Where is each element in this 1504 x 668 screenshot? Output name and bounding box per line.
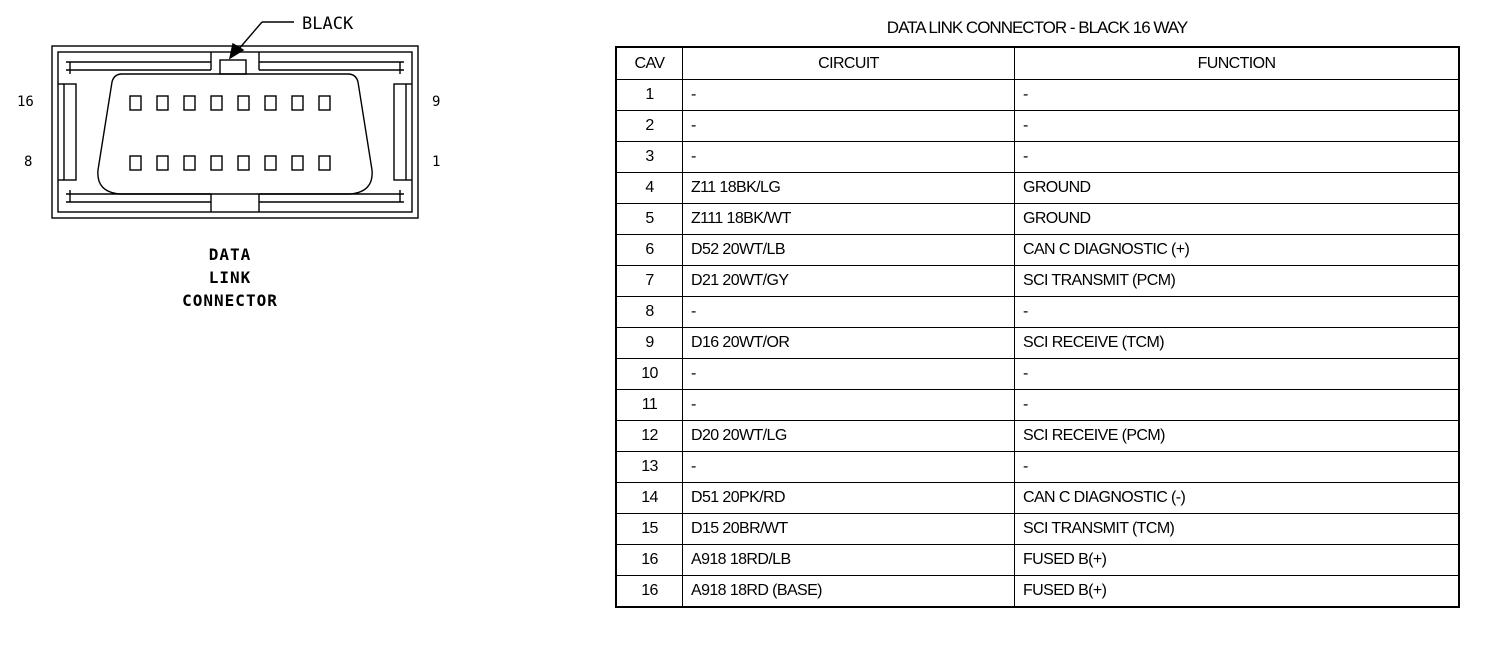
cell-function: - bbox=[1015, 142, 1460, 173]
cell-function: CAN C DIAGNOSTIC (-) bbox=[1015, 483, 1460, 514]
cell-function: - bbox=[1015, 111, 1460, 142]
cell-function: - bbox=[1015, 297, 1460, 328]
cell-function: SCI TRANSMIT (PCM) bbox=[1015, 266, 1460, 297]
pin-label-1: 1 bbox=[432, 154, 441, 170]
pin-label-8: 8 bbox=[24, 154, 33, 170]
header-circuit: CIRCUIT bbox=[683, 47, 1015, 80]
pin-cavity bbox=[211, 156, 222, 170]
pin-cavity bbox=[130, 156, 141, 170]
pin-cavity bbox=[319, 96, 330, 110]
cell-function: GROUND bbox=[1015, 173, 1460, 204]
cell-function: SCI RECEIVE (PCM) bbox=[1015, 421, 1460, 452]
cell-circuit: D15 20BR/WT bbox=[683, 514, 1015, 545]
cell-circuit: - bbox=[683, 297, 1015, 328]
cell-function: - bbox=[1015, 390, 1460, 421]
table-row bbox=[616, 111, 1459, 142]
cell-circuit: A918 18RD/LB bbox=[683, 545, 1015, 576]
table-row bbox=[616, 204, 1459, 235]
cell-cav: 9 bbox=[616, 328, 683, 359]
cell-cav: 8 bbox=[616, 297, 683, 328]
pinout-body bbox=[616, 80, 1459, 608]
cell-cav: 10 bbox=[616, 359, 683, 390]
table-title: DATA LINK CONNECTOR - BLACK 16 WAY bbox=[886, 18, 1188, 37]
cell-function: FUSED B(+) bbox=[1015, 576, 1460, 608]
cell-function: CAN C DIAGNOSTIC (+) bbox=[1015, 235, 1460, 266]
pin-cavity bbox=[157, 156, 168, 170]
connector-label-line: CONNECTOR bbox=[182, 291, 278, 310]
pin-cavity bbox=[292, 96, 303, 110]
connector-label-line: LINK bbox=[208, 268, 252, 287]
table-row bbox=[616, 545, 1459, 576]
cell-cav: 11 bbox=[616, 390, 683, 421]
cell-function: GROUND bbox=[1015, 204, 1460, 235]
header-cav: CAV bbox=[616, 47, 683, 80]
table-header-row bbox=[616, 47, 1459, 80]
connector-label bbox=[130, 243, 330, 312]
pin-cavity bbox=[265, 96, 276, 110]
table-row bbox=[616, 452, 1459, 483]
cell-cav: 3 bbox=[616, 142, 683, 173]
table-row bbox=[616, 173, 1459, 204]
pin-row-top bbox=[130, 96, 330, 110]
cell-cav: 4 bbox=[616, 173, 683, 204]
pin-cavity bbox=[184, 96, 195, 110]
cell-cav: 7 bbox=[616, 266, 683, 297]
table-row bbox=[616, 576, 1459, 608]
table-row bbox=[616, 297, 1459, 328]
table-row bbox=[616, 421, 1459, 452]
table-row bbox=[616, 328, 1459, 359]
cell-circuit: D20 20WT/LG bbox=[683, 421, 1015, 452]
table-row bbox=[616, 390, 1459, 421]
cell-cav: 2 bbox=[616, 111, 683, 142]
cell-circuit: Z111 18BK/WT bbox=[683, 204, 1015, 235]
cell-cav: 13 bbox=[616, 452, 683, 483]
header-function: FUNCTION bbox=[1015, 47, 1460, 80]
pin-cavity bbox=[265, 156, 276, 170]
cell-cav: 16 bbox=[616, 545, 683, 576]
pin-label-16: 16 bbox=[17, 94, 34, 110]
cell-circuit: D52 20WT/LB bbox=[683, 235, 1015, 266]
cell-circuit: - bbox=[683, 359, 1015, 390]
table-row bbox=[616, 483, 1459, 514]
cell-cav: 14 bbox=[616, 483, 683, 514]
cell-function: SCI RECEIVE (TCM) bbox=[1015, 328, 1460, 359]
cell-circuit: - bbox=[683, 111, 1015, 142]
cell-circuit: - bbox=[683, 142, 1015, 173]
cell-circuit: Z11 18BK/LG bbox=[683, 173, 1015, 204]
cell-cav: 16 bbox=[616, 576, 683, 608]
pin-cavity bbox=[238, 156, 249, 170]
table-row bbox=[616, 266, 1459, 297]
cell-function: FUSED B(+) bbox=[1015, 545, 1460, 576]
table-row bbox=[616, 359, 1459, 390]
pin-cavity bbox=[130, 96, 141, 110]
cell-cav: 1 bbox=[616, 80, 683, 111]
cell-cav: 15 bbox=[616, 514, 683, 545]
cell-cav: 6 bbox=[616, 235, 683, 266]
cell-cav: 12 bbox=[616, 421, 683, 452]
pin-cavity bbox=[211, 96, 222, 110]
cell-function: SCI TRANSMIT (TCM) bbox=[1015, 514, 1460, 545]
table-row bbox=[616, 142, 1459, 173]
table-row bbox=[616, 514, 1459, 545]
color-callout-label: BLACK bbox=[302, 14, 354, 34]
cell-circuit: A918 18RD (BASE) bbox=[683, 576, 1015, 608]
cell-cav: 5 bbox=[616, 204, 683, 235]
cell-circuit: - bbox=[683, 80, 1015, 111]
pin-cavity bbox=[292, 156, 303, 170]
table-row bbox=[616, 235, 1459, 266]
pin-cavity bbox=[157, 96, 168, 110]
cell-circuit: - bbox=[683, 452, 1015, 483]
cell-function: - bbox=[1015, 359, 1460, 390]
pin-label-9: 9 bbox=[432, 94, 441, 110]
cell-circuit: D16 20WT/OR bbox=[683, 328, 1015, 359]
cell-circuit: D51 20PK/RD bbox=[683, 483, 1015, 514]
pin-cavity bbox=[319, 156, 330, 170]
pin-cavity bbox=[238, 96, 249, 110]
table-row bbox=[616, 80, 1459, 111]
cell-function: - bbox=[1015, 452, 1460, 483]
pin-cavity bbox=[184, 156, 195, 170]
cell-circuit: D21 20WT/GY bbox=[683, 266, 1015, 297]
pinout-table bbox=[615, 46, 1460, 608]
connector-housing bbox=[52, 46, 418, 218]
pin-row-bottom bbox=[130, 156, 330, 170]
connector-face bbox=[98, 74, 372, 194]
cell-function: - bbox=[1015, 80, 1460, 111]
connector-label-line: DATA bbox=[208, 245, 252, 264]
cell-circuit: - bbox=[683, 390, 1015, 421]
